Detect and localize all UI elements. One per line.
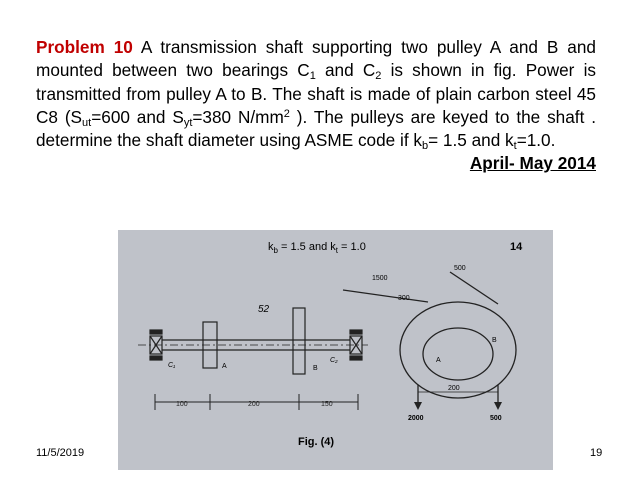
subscript: yt bbox=[183, 116, 193, 129]
force-2000: 2000 bbox=[408, 415, 424, 422]
label-c2: C₂ bbox=[330, 357, 338, 364]
label-pulley-b-side: B bbox=[313, 365, 318, 372]
pulley-b-label: B bbox=[492, 337, 497, 344]
footer-date: 11/5/2019 bbox=[36, 447, 85, 459]
subscript: 2 bbox=[375, 70, 382, 83]
problem-text: = 1.5 and k bbox=[428, 130, 514, 151]
dia-1500: 1500 bbox=[372, 275, 388, 282]
subscript: b bbox=[421, 140, 429, 153]
dia-300: 300 bbox=[398, 295, 410, 302]
slide-number: 19 bbox=[590, 447, 603, 459]
problem-label: Problem 10 bbox=[36, 37, 133, 57]
figure-caption: Fig. (4) bbox=[298, 436, 335, 448]
exam-date-reference: April- May 2014 bbox=[469, 153, 596, 174]
label-c1: C₁ bbox=[168, 362, 176, 369]
problem-statement bbox=[36, 36, 596, 176]
figure-page-number: 14 bbox=[510, 241, 523, 253]
superscript: 2 bbox=[283, 107, 290, 120]
subscript: t bbox=[513, 140, 517, 153]
force-500: 500 bbox=[490, 415, 502, 422]
problem-text: =380 N/mm bbox=[192, 106, 284, 127]
handwritten-annotation: 52 bbox=[258, 304, 270, 315]
problem-text: and C bbox=[315, 60, 376, 81]
problem-text: is shown in fig. Power is transmitted from pulley A to B. The shaft is made of plain carbon steel 45 C8 (S bbox=[36, 60, 597, 127]
label-pulley-a-side: A bbox=[222, 363, 227, 370]
dim-200: 200 bbox=[248, 401, 260, 408]
dim-100: 100 bbox=[176, 401, 188, 408]
subscript: ut bbox=[82, 116, 92, 129]
dim-150: 150 bbox=[321, 401, 333, 408]
problem-text: ). The pulleys are keyed to the shaft . determine the shaft diameter using ASME code if k bbox=[36, 106, 596, 151]
problem-text: =600 and S bbox=[91, 106, 184, 127]
dia-200: 200 bbox=[448, 385, 460, 392]
problem-text: =1.0. bbox=[516, 130, 556, 151]
figure-header: $k_b = 1.5$ and $k_t = 1.0$ bbox=[268, 241, 366, 255]
dia-500: 500 bbox=[454, 265, 466, 272]
figure-photo bbox=[118, 230, 553, 470]
subscript: 1 bbox=[309, 70, 316, 83]
pulley-a-label: A bbox=[436, 357, 441, 364]
problem-text: A transmission shaft supporting two pulley A and B and mounted between two bearings C bbox=[36, 37, 596, 81]
